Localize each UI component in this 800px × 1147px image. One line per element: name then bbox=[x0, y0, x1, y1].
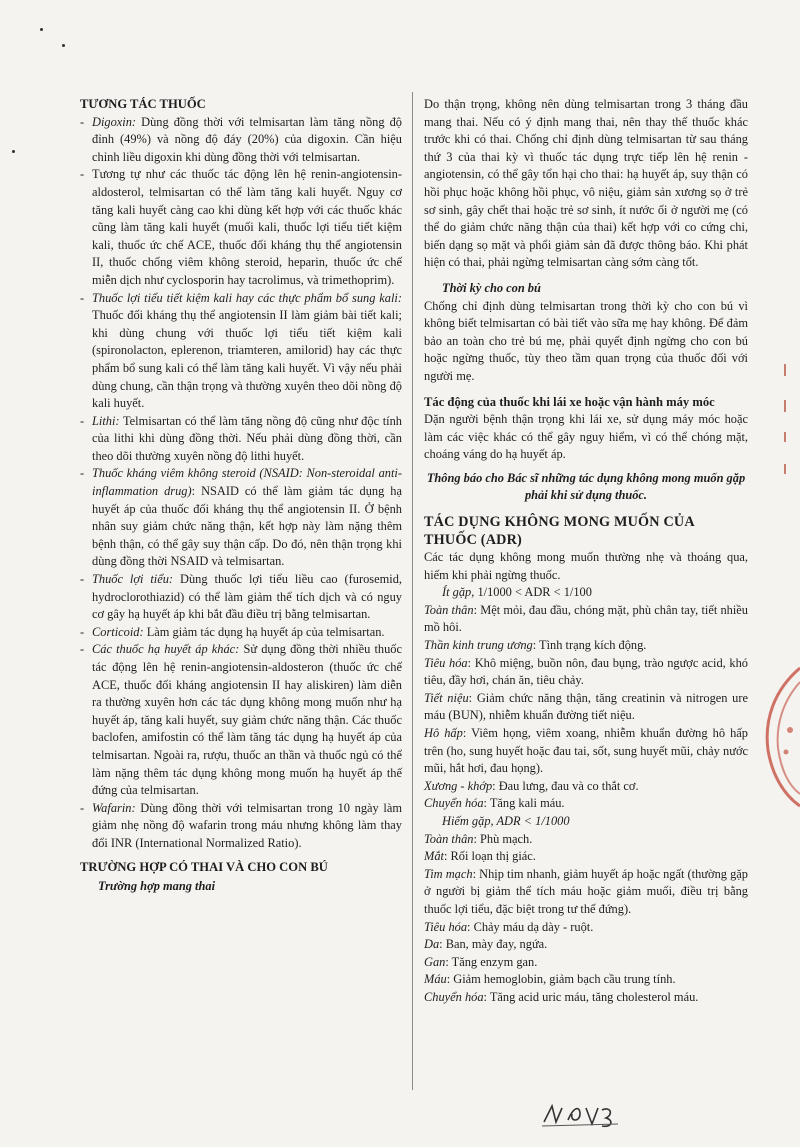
adr-row: Chuyển hóa: Tăng kali máu. bbox=[424, 796, 565, 811]
paragraph-breastfeeding: Chống chỉ định dùng telmisartan trong thời kỳ cho con bú vì không biết telmisartan có bài tiết vào sữa mẹ hay không. Để đảm bảo an toàn cho trẻ bú mẹ, phải quyết định ngừng cho con bú hoặc ngừng thuốc, tùy theo tầm quan trọng của thuốc đối với người mẹ. bbox=[424, 298, 748, 383]
list-item: - Các thuốc hạ huyết áp khác: Sử dụng đồng thời nhiều thuốc tác động lên hệ renin-angiotensin-aldosteron (thuốc ức chế ACE, thuốc đối kháng angiotensin II hay aliskiren) làm diễn ra thường xuyên hơn các tác dụng không mong muốn như hạ huyết áp, tăng kali huyết, suy giảm chức năng thận. Các thuốc baclofen, amifostin có thể làm tăng tác dụng hạ huyết áp của telmisartan. Ngoài ra, rượu, thuốc an thần và thuốc ngủ có thể làm nặng thêm tác dụng không mong muốn hạ huyết áp thế đứng của telmisartan. bbox=[80, 641, 402, 799]
list-item: - Digoxin: Dùng đồng thời với telmisartan làm tăng nồng độ đỉnh (49%) và nồng độ đáy (20%) của digoxin. Cần hiệu chỉnh liều digoxin khi dùng đồng thời với telmisartan. bbox=[80, 114, 402, 167]
list-item: - Thuốc kháng viêm không steroid (NSAID: Non-steroidal anti-inflammation drug): NSAID có thể làm giảm tác dụng hạ huyết áp của thuốc đối kháng thụ thể angiotensin II. Ở bệnh nhân suy giảm chức năng thận, kết hợp này làm nặng thêm bệnh thận, có thể gây suy thận cấp. Do đó, nên thận trọng khi dùng đồng thời NSAID và telmisartan. bbox=[80, 465, 402, 571]
list-item: - Tương tự như các thuốc tác động lên hệ renin-angiotensin-aldosterol, telmisartan có thể làm tăng kali huyết. Nguy cơ tăng kali huyết càng cao khi dùng kết hợp với các thuốc khác cũng làm tăng kali huyết (muối kali, thuốc lợi tiểu tiết kiệm kali, thuốc ức chế ACE, thuốc đối kháng thụ thể angiotensin II, thuốc chống viêm không steroid, heparin, thuốc ức chế miễn dịch như cyclosporin hay tacrolimus, và trimethoprim). bbox=[80, 166, 402, 289]
scan-speck bbox=[62, 44, 65, 47]
margin-marks-icon bbox=[770, 360, 792, 500]
section-heading-pregnancy: TRƯỜNG HỢP CÓ THAI VÀ CHO CON BÚ bbox=[80, 859, 328, 874]
adr-row: Toàn thân: Phù mạch. bbox=[424, 831, 533, 846]
paragraph-adr-intro: Các tác dụng không mong muốn thường nhẹ và thoáng qua, hiếm khi phải ngừng thuốc. bbox=[424, 550, 748, 582]
scan-speck bbox=[40, 28, 43, 31]
list-item: - Wafarin: Dùng đồng thời với telmisartan trong 10 ngày làm giảm nhẹ nồng độ wafarin trong máu nhưng không làm thay đổi INR (International Normalized Ratio). bbox=[80, 800, 402, 853]
frequency-rare: Hiếm gặp, ADR < 1/1000 bbox=[442, 813, 570, 828]
adr-row: Tim mạch: Nhịp tim nhanh, giảm huyết áp hoặc ngất (thường gặp ở người bị giảm thể tích máu hoặc giảm muối, điều trị bằng thuốc lợi tiểu, đặc biệt trong tư thế đứng). bbox=[424, 866, 748, 916]
list-item: - Thuốc lợi tiểu tiết kiệm kali hay các thực phẩm bổ sung kali: Thuốc đối kháng thụ thể angiotensin II làm giảm bài tiết kali; khi dùng chung với thuốc lợi tiểu tiết kiệm kali (spironolacton, eplerenon, triamteren, amilorid) hay các thực phẩm bổ sung kali có thể làm tăng kali huyết. Vì vậy nếu phải dùng chung, cần thận trọng và thường xuyên theo dõi nồng độ kali huyết. bbox=[80, 290, 402, 413]
adr-row: Gan: Tăng enzym gan. bbox=[424, 954, 538, 969]
adr-row: Xương - khớp: Đau lưng, đau và co thắt cơ. bbox=[424, 778, 639, 793]
adr-row: Da: Ban, mày đay, ngứa. bbox=[424, 937, 548, 952]
heading-driving: Tác động của thuốc khi lái xe hoặc vận hành máy móc bbox=[424, 394, 715, 409]
column-divider bbox=[412, 92, 413, 1090]
doctor-notice: Thông báo cho Bác sĩ những tác dụng không mong muốn gặp phải khi sử dụng thuốc. bbox=[426, 470, 746, 503]
list-item: - Lithi: Telmisartan có thể làm tăng nồng độ cũng như độc tính của lithi khi dùng đồng thời. Nếu phải dùng đồng thời, cần theo dõi thường xuyên nồng độ lithi huyết. bbox=[80, 413, 402, 466]
frequency-uncommon: Ít gặp, 1/1000 < ADR < 1/100 bbox=[442, 585, 592, 600]
adr-row: Tiêu hóa: Chảy máu dạ dày - ruột. bbox=[424, 919, 594, 934]
adr-row: Hô hấp: Viêm họng, viêm xoang, nhiễm khuẩn đường hô hấp trên (ho, sung huyết hoặc đau tai, sốt, sung huyết mũi, chảy nước mũi, hắt hơi, đau họng). bbox=[424, 726, 749, 776]
adr-row: Tiêu hóa: Khô miệng, buồn nôn, đau bụng, trào ngược acid, khó tiêu, đầy hơi, chán ăn, tiêu chảy. bbox=[424, 655, 748, 688]
scan-speck bbox=[12, 150, 15, 153]
paragraph-driving: Dặn người bệnh thận trọng khi lái xe, sử dụng máy móc hoặc làm các việc khác có thể gây nguy hiểm, vì có thể chóng mặt, choáng váng do hạ huyết áp. bbox=[424, 412, 748, 462]
adr-row: Chuyển hóa: Tăng acid uric máu, tăng cholesterol máu. bbox=[424, 989, 699, 1004]
handwritten-mark-icon bbox=[540, 1100, 620, 1130]
interaction-list bbox=[80, 114, 402, 853]
adr-row: Toàn thân: Mệt mỏi, đau đầu, chóng mặt, phù chân tay, tiết nhiều mồ hôi. bbox=[424, 602, 748, 635]
paragraph-pregnancy: Do thận trọng, không nên dùng telmisartan trong 3 tháng đầu mang thai. Nếu có ý định mang thai, nên thay thế thuốc khác trước khi có thai. Chống chỉ định dùng telmisartan từ sau tháng thứ 3 của thai kỳ vì thuốc tác dụng trực tiếp lên hệ renin - angiotensin, có thể gây tổn hại cho thai: hạ huyết áp, suy thận có hồi phục hoặc không hồi phục, vô niệu, giảm sản xương sọ ở trẻ sơ sinh, gây chết thai hoặc trẻ sơ sinh, ít nước ối ở người mẹ (có thể do giảm chức năng thận của thai) kết hợp với co cứng chi, biến dạng sọ mặt và phổi giảm sản đã được thông báo. Khi phát hiện có thai, phải ngừng telmisartan càng sớm càng tốt. bbox=[424, 97, 748, 270]
adr-row: Máu: Giảm hemoglobin, giảm bạch cầu trung tính. bbox=[424, 972, 676, 987]
adr-row: Mắt: Rối loạn thị giác. bbox=[424, 849, 536, 864]
stamp-fragment-icon bbox=[754, 660, 800, 810]
section-heading-interactions: TƯƠNG TÁC THUỐC bbox=[80, 97, 206, 111]
subheading-breastfeeding: Thời kỳ cho con bú bbox=[442, 280, 541, 295]
section-heading-adr: TÁC DỤNG KHÔNG MONG MUỐN CỦA THUỐC (ADR) bbox=[424, 514, 695, 549]
subheading-pregnancy: Trường hợp mang thai bbox=[98, 879, 216, 894]
adr-row: Tiết niệu: Giảm chức năng thận, tăng creatinin và nitrogen ure máu (BUN), nhiễm khuẩn đường tiết niệu. bbox=[424, 690, 748, 723]
list-item: - Corticoid: Làm giảm tác dụng hạ huyết áp của telmisartan. bbox=[80, 624, 402, 642]
adr-row: Thần kinh trung ương: Tình trạng kích động. bbox=[424, 638, 647, 653]
right-column bbox=[424, 96, 748, 1007]
list-item: - Thuốc lợi tiểu: Dùng thuốc lợi tiểu liều cao (furosemid, hydroclorothiazid) có thể làm giảm thể tích dịch và có nguy cơ gây hạ huyết áp khi bắt đầu điều trị bằng telmisartan. bbox=[80, 571, 402, 624]
left-column bbox=[80, 96, 402, 896]
